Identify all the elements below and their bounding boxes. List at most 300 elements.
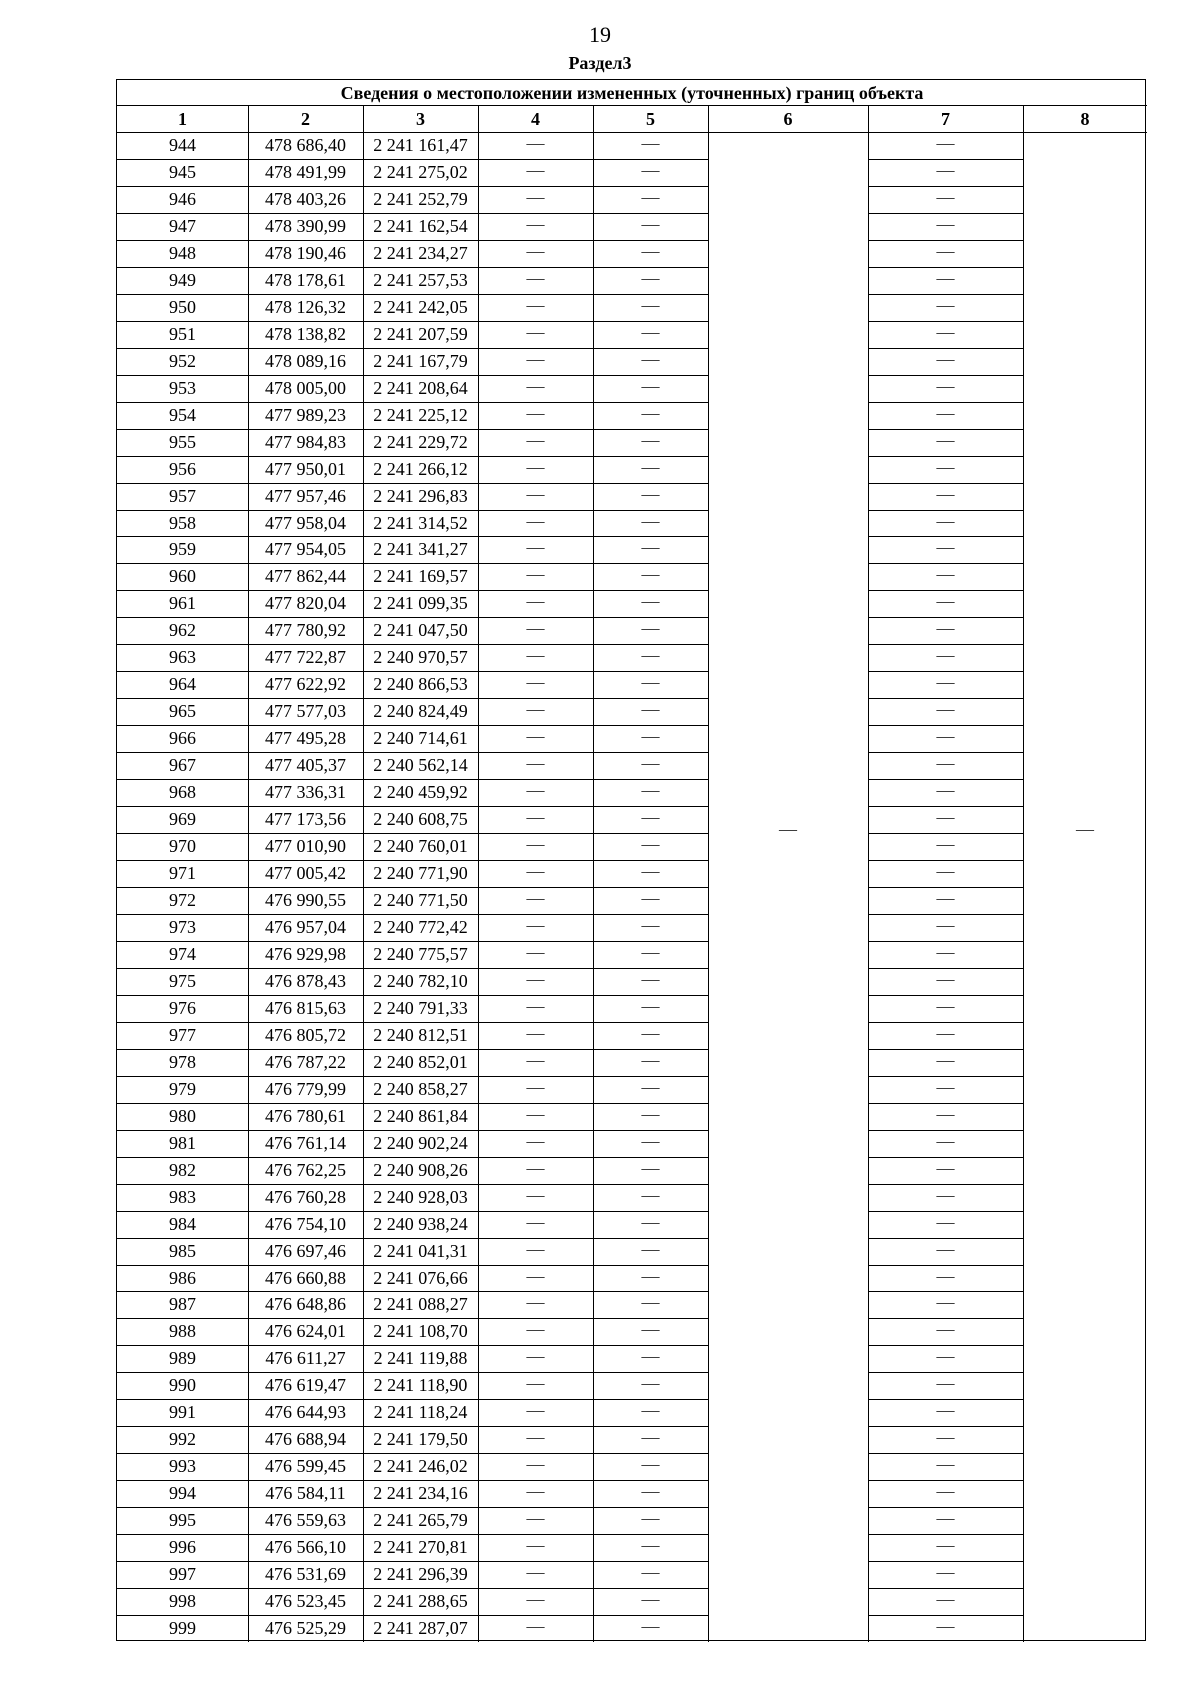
x-coordinate: 477 957,46	[265, 485, 346, 506]
y-coordinate: 2 241 076,66	[373, 1267, 468, 1288]
y-coordinate: 2 241 296,83	[373, 485, 468, 506]
column-number: 4	[531, 109, 540, 129]
empty-value-dash: —	[641, 456, 660, 477]
y-coordinate: 2 240 791,33	[373, 997, 468, 1018]
row-divider	[248, 294, 363, 295]
empty-value-dash: —	[641, 1400, 660, 1421]
empty-value-dash: —	[526, 564, 545, 585]
empty-value-dash: —	[526, 726, 545, 747]
empty-value-dash: —	[641, 1103, 660, 1124]
x-coordinate: 478 138,82	[265, 323, 346, 344]
caption-divider	[117, 105, 1147, 106]
empty-value-dash: —	[526, 294, 545, 315]
empty-value-dash: —	[936, 995, 955, 1016]
row-divider	[117, 1507, 248, 1508]
y-coordinate: 2 241 169,57	[373, 566, 468, 587]
x-coordinate: 477 984,83	[265, 431, 346, 452]
row-divider	[117, 483, 248, 484]
empty-value-dash: —	[641, 294, 660, 315]
row-divider	[363, 186, 478, 187]
y-coordinate: 2 240 775,57	[373, 943, 468, 964]
x-coordinate: 477 173,56	[265, 809, 346, 830]
empty-value-dash: —	[641, 726, 660, 747]
empty-value-dash: —	[936, 1400, 955, 1421]
empty-value-dash: —	[526, 402, 545, 423]
row-divider	[117, 644, 248, 645]
empty-value-dash: —	[526, 1319, 545, 1340]
point-number: 979	[169, 1078, 196, 1099]
row-divider	[117, 375, 248, 376]
x-coordinate: 476 761,14	[265, 1132, 346, 1153]
point-number: 953	[169, 377, 196, 398]
row-divider	[117, 429, 248, 430]
y-coordinate: 2 241 252,79	[373, 188, 468, 209]
empty-value-dash: —	[526, 429, 545, 450]
point-number: 977	[169, 1024, 196, 1045]
row-divider	[117, 402, 248, 403]
row-divider	[363, 860, 478, 861]
empty-value-dash: —	[526, 348, 545, 369]
row-divider	[363, 725, 478, 726]
row-divider	[117, 1265, 248, 1266]
row-divider	[117, 725, 248, 726]
point-number: 988	[169, 1321, 196, 1342]
row-divider	[363, 402, 478, 403]
y-coordinate: 2 241 119,88	[373, 1348, 468, 1369]
x-coordinate: 477 862,44	[265, 566, 346, 587]
point-number: 957	[169, 485, 196, 506]
y-coordinate: 2 240 928,03	[373, 1186, 468, 1207]
y-coordinate: 2 241 229,72	[373, 431, 468, 452]
empty-value-dash: —	[526, 995, 545, 1016]
row-divider	[117, 1453, 248, 1454]
point-number: 976	[169, 997, 196, 1018]
column-number: 6	[783, 109, 793, 129]
empty-value-dash: —	[641, 1562, 660, 1583]
row-divider	[363, 671, 478, 672]
row-divider	[363, 698, 478, 699]
empty-value-dash: —	[526, 186, 545, 207]
row-divider	[248, 186, 363, 187]
y-coordinate: 2 241 270,81	[373, 1537, 468, 1558]
row-divider	[248, 1022, 363, 1023]
row-divider	[117, 1291, 248, 1292]
empty-value-dash: —	[641, 780, 660, 801]
point-number: 984	[169, 1213, 196, 1234]
empty-value-dash: —	[641, 753, 660, 774]
empty-value-dash: —	[936, 510, 955, 531]
point-number: 951	[169, 323, 196, 344]
point-number: 973	[169, 916, 196, 937]
point-number: 990	[169, 1375, 196, 1396]
empty-value-dash: —	[526, 1373, 545, 1394]
row-divider	[363, 536, 478, 537]
x-coordinate: 476 815,63	[265, 997, 346, 1018]
point-number: 975	[169, 970, 196, 991]
row-divider	[248, 1561, 363, 1562]
row-divider	[248, 1238, 363, 1239]
empty-value-dash: —	[641, 591, 660, 612]
empty-value-dash: —	[526, 1400, 545, 1421]
x-coordinate: 477 577,03	[265, 701, 346, 722]
row-divider	[117, 213, 248, 214]
x-coordinate: 476 566,10	[265, 1537, 346, 1558]
row-divider	[363, 1534, 478, 1535]
row-divider	[117, 1399, 248, 1400]
row-divider	[248, 1480, 363, 1481]
point-number: 944	[169, 135, 196, 155]
empty-value-dash: —	[936, 618, 955, 639]
row-divider	[248, 1130, 363, 1131]
empty-value-dash: —	[641, 240, 660, 261]
row-divider	[363, 456, 478, 457]
point-number: 962	[169, 620, 196, 641]
empty-value-dash: —	[641, 1292, 660, 1313]
empty-value-dash: —	[936, 1508, 955, 1529]
empty-value-dash: —	[641, 888, 660, 908]
point-number: 961	[169, 593, 196, 614]
row-divider	[117, 1534, 248, 1535]
row-divider	[117, 186, 248, 187]
empty-value-dash: —	[526, 1616, 545, 1637]
empty-value-dash: —	[641, 348, 660, 369]
row-divider	[248, 429, 363, 430]
empty-value-dash: —	[936, 914, 955, 935]
y-coordinate: 2 240 562,14	[373, 755, 468, 776]
row-divider	[248, 456, 363, 457]
point-number: 996	[169, 1537, 196, 1558]
y-coordinate: 2 240 938,24	[373, 1213, 468, 1234]
x-coordinate: 478 190,46	[265, 242, 346, 263]
row-divider	[363, 429, 478, 430]
column-number: 2	[301, 109, 310, 129]
row-divider	[248, 1157, 363, 1158]
empty-value-dash: —	[641, 1373, 660, 1394]
y-coordinate: 2 241 099,35	[373, 593, 468, 614]
empty-value-dash: —	[936, 834, 955, 855]
point-number: 967	[169, 755, 196, 776]
empty-value-dash: —	[936, 321, 955, 342]
point-number: 998	[169, 1591, 196, 1612]
x-coordinate: 476 929,98	[265, 943, 346, 964]
row-divider	[363, 833, 478, 834]
column-number: 7	[941, 109, 950, 129]
row-divider	[117, 1345, 248, 1346]
empty-value-dash: —	[641, 1157, 660, 1178]
y-coordinate: 2 240 772,42	[373, 916, 468, 937]
y-coordinate: 2 241 208,64	[373, 377, 468, 398]
point-number: 963	[169, 647, 196, 668]
row-divider	[117, 752, 248, 753]
y-coordinate: 2 241 246,02	[373, 1456, 468, 1477]
point-number: 995	[169, 1510, 196, 1531]
row-divider	[117, 1318, 248, 1319]
empty-value-dash: —	[936, 429, 955, 450]
row-divider	[117, 1184, 248, 1185]
row-divider	[117, 968, 248, 969]
row-divider	[248, 1345, 363, 1346]
row-divider	[248, 1399, 363, 1400]
x-coordinate: 478 126,32	[265, 296, 346, 317]
point-number: 968	[169, 782, 196, 803]
empty-value-dash: —	[526, 1589, 545, 1610]
point-number: 960	[169, 566, 196, 587]
row-divider	[248, 671, 363, 672]
row-divider	[248, 483, 363, 484]
empty-value-dash: —	[936, 375, 955, 396]
row-divider	[117, 1372, 248, 1373]
row-divider	[248, 752, 363, 753]
row-divider	[363, 1076, 478, 1077]
y-coordinate: 2 241 108,70	[373, 1321, 468, 1342]
row-divider	[363, 159, 478, 160]
row-divider	[363, 1049, 478, 1050]
empty-value-dash: —	[641, 968, 660, 989]
empty-value-dash: —	[526, 321, 545, 342]
row-divider	[363, 294, 478, 295]
empty-value-dash: —	[936, 133, 955, 153]
y-coordinate: 2 240 902,24	[373, 1132, 468, 1153]
empty-value-dash: —	[936, 402, 955, 423]
empty-value-dash: —	[526, 1562, 545, 1583]
empty-value-dash: —	[526, 834, 545, 855]
empty-value-dash: —	[526, 888, 545, 908]
row-divider	[363, 1480, 478, 1481]
point-number: 999	[169, 1618, 196, 1639]
point-number: 994	[169, 1483, 196, 1504]
y-coordinate: 2 241 118,90	[373, 1375, 468, 1396]
empty-value-dash: —	[641, 618, 660, 639]
y-coordinate: 2 240 714,61	[373, 728, 468, 749]
row-divider	[117, 1426, 248, 1427]
empty-value-dash: —	[936, 1481, 955, 1502]
empty-value-dash: —	[936, 1292, 955, 1313]
empty-value-dash: —	[641, 1265, 660, 1286]
section-title: Раздел3	[568, 53, 632, 73]
x-coordinate: 476 805,72	[265, 1024, 346, 1045]
column-divider	[1023, 105, 1024, 1642]
x-coordinate: 478 686,40	[265, 135, 346, 155]
y-coordinate: 2 240 812,51	[373, 1024, 468, 1045]
point-number: 989	[169, 1348, 196, 1369]
row-divider	[117, 887, 248, 888]
x-coordinate: 476 787,22	[265, 1051, 346, 1072]
y-coordinate: 2 241 207,59	[373, 323, 468, 344]
x-coordinate: 477 010,90	[265, 836, 346, 857]
empty-value-dash: —	[526, 807, 545, 828]
row-divider	[363, 1157, 478, 1158]
point-number: 958	[169, 512, 196, 533]
empty-value-dash: —	[641, 1184, 660, 1205]
empty-value-dash: —	[641, 941, 660, 962]
empty-value-dash: —	[526, 1184, 545, 1205]
y-coordinate: 2 241 257,53	[373, 269, 468, 290]
row-divider	[363, 617, 478, 618]
boundary-coordinates-table	[116, 79, 1146, 1641]
x-coordinate: 476 878,43	[265, 970, 346, 991]
empty-value-dash: —	[641, 267, 660, 288]
y-coordinate: 2 240 858,27	[373, 1078, 468, 1099]
empty-value-dash: —	[936, 159, 955, 180]
y-coordinate: 2 241 275,02	[373, 161, 468, 182]
empty-value-dash: —	[526, 591, 545, 612]
column-number: 1	[178, 109, 187, 129]
empty-value-dash: —	[936, 537, 955, 558]
row-divider	[117, 779, 248, 780]
empty-value-dash: —	[936, 1373, 955, 1394]
row-divider	[248, 213, 363, 214]
x-coordinate: 476 697,46	[265, 1240, 346, 1261]
empty-value-dash: —	[936, 1049, 955, 1070]
row-divider	[248, 941, 363, 942]
row-divider	[363, 1318, 478, 1319]
row-divider	[117, 1211, 248, 1212]
point-number: 956	[169, 458, 196, 479]
row-divider	[248, 779, 363, 780]
row-divider	[117, 1076, 248, 1077]
point-number: 993	[169, 1456, 196, 1477]
empty-value-dash: —	[936, 1589, 955, 1610]
empty-value-dash: —	[641, 564, 660, 585]
empty-value-dash: —	[936, 888, 955, 908]
y-coordinate: 2 241 118,24	[373, 1402, 468, 1423]
point-number: 955	[169, 431, 196, 452]
y-coordinate: 2 240 608,75	[373, 809, 468, 830]
row-divider	[363, 1453, 478, 1454]
row-divider	[363, 213, 478, 214]
row-divider	[117, 1022, 248, 1023]
x-coordinate: 476 624,01	[265, 1321, 346, 1342]
row-divider	[117, 1049, 248, 1050]
row-divider	[117, 348, 248, 349]
y-coordinate: 2 241 265,79	[373, 1510, 468, 1531]
empty-value-dash: —	[641, 321, 660, 342]
row-divider	[248, 1615, 363, 1616]
row-divider	[117, 860, 248, 861]
empty-value-dash: —	[641, 1481, 660, 1502]
empty-value-dash: —	[641, 914, 660, 935]
empty-value-dash: —	[641, 1427, 660, 1448]
empty-value-dash: —	[936, 968, 955, 989]
empty-value-dash: —	[936, 1157, 955, 1178]
empty-value-dash: —	[526, 941, 545, 962]
x-coordinate: 477 005,42	[265, 863, 346, 884]
y-coordinate: 2 240 771,90	[373, 863, 468, 884]
point-number: 954	[169, 404, 196, 425]
empty-value-dash: —	[936, 1562, 955, 1583]
empty-value-dash: —	[526, 1265, 545, 1286]
y-coordinate: 2 241 266,12	[373, 458, 468, 479]
empty-value-dash: —	[526, 510, 545, 531]
row-divider	[248, 914, 363, 915]
row-divider	[248, 698, 363, 699]
row-divider	[117, 536, 248, 537]
x-coordinate: 477 495,28	[265, 728, 346, 749]
row-divider	[363, 1399, 478, 1400]
empty-value-dash: —	[641, 1508, 660, 1529]
y-coordinate: 2 241 225,12	[373, 404, 468, 425]
empty-value-dash: —	[641, 510, 660, 531]
x-coordinate: 478 178,61	[265, 269, 346, 290]
x-coordinate: 477 950,01	[265, 458, 346, 479]
y-coordinate: 2 241 041,31	[373, 1240, 468, 1261]
empty-value-dash: —	[526, 483, 545, 504]
empty-value-dash: —	[936, 1427, 955, 1448]
x-coordinate: 478 005,00	[265, 377, 346, 398]
y-coordinate: 2 240 459,92	[373, 782, 468, 803]
x-coordinate: 476 779,99	[265, 1078, 346, 1099]
empty-value-dash: —	[526, 375, 545, 396]
empty-value-dash: —	[936, 807, 955, 828]
x-coordinate: 476 648,86	[265, 1294, 346, 1315]
row-divider	[363, 941, 478, 942]
empty-value-dash: —	[936, 672, 955, 693]
row-divider	[117, 1157, 248, 1158]
empty-value-dash: —	[641, 1076, 660, 1097]
row-divider	[117, 1238, 248, 1239]
empty-value-dash: —	[936, 726, 955, 747]
y-coordinate: 2 240 824,49	[373, 701, 468, 722]
row-divider	[117, 456, 248, 457]
empty-value-dash: —	[526, 1238, 545, 1259]
empty-value-dash: —	[641, 995, 660, 1016]
empty-value-dash: —	[936, 1535, 955, 1556]
empty-value-dash: —	[526, 618, 545, 639]
empty-value-dash: —	[641, 1211, 660, 1232]
merged-cell-dash: —	[779, 819, 797, 839]
empty-value-dash: —	[526, 1481, 545, 1502]
y-coordinate: 2 241 234,27	[373, 242, 468, 263]
empty-value-dash: —	[526, 1130, 545, 1151]
empty-value-dash: —	[936, 1130, 955, 1151]
y-coordinate: 2 241 162,54	[373, 215, 468, 236]
empty-value-dash: —	[641, 861, 660, 882]
point-number: 950	[169, 296, 196, 317]
empty-value-dash: —	[526, 1508, 545, 1529]
empty-value-dash: —	[526, 753, 545, 774]
empty-value-dash: —	[526, 780, 545, 801]
row-divider	[363, 968, 478, 969]
row-divider	[248, 1291, 363, 1292]
empty-value-dash: —	[936, 699, 955, 720]
x-coordinate: 477 954,05	[265, 539, 346, 560]
empty-value-dash: —	[936, 240, 955, 261]
row-divider	[117, 267, 248, 268]
point-number: 972	[169, 890, 196, 910]
row-divider	[248, 1426, 363, 1427]
row-divider	[248, 590, 363, 591]
row-divider	[117, 833, 248, 834]
empty-value-dash: —	[526, 267, 545, 288]
row-divider	[248, 1318, 363, 1319]
empty-value-dash: —	[526, 699, 545, 720]
empty-value-dash: —	[526, 914, 545, 935]
empty-value-dash: —	[526, 1292, 545, 1313]
row-divider	[248, 617, 363, 618]
row-divider	[363, 267, 478, 268]
empty-value-dash: —	[936, 1076, 955, 1097]
y-coordinate: 2 241 161,47	[373, 135, 468, 155]
empty-value-dash: —	[936, 1346, 955, 1367]
point-number: 959	[169, 539, 196, 560]
empty-value-dash: —	[936, 348, 955, 369]
row-divider	[117, 294, 248, 295]
row-divider	[248, 1265, 363, 1266]
point-number: 949	[169, 269, 196, 290]
empty-value-dash: —	[936, 1238, 955, 1259]
row-divider	[363, 563, 478, 564]
row-divider	[363, 752, 478, 753]
